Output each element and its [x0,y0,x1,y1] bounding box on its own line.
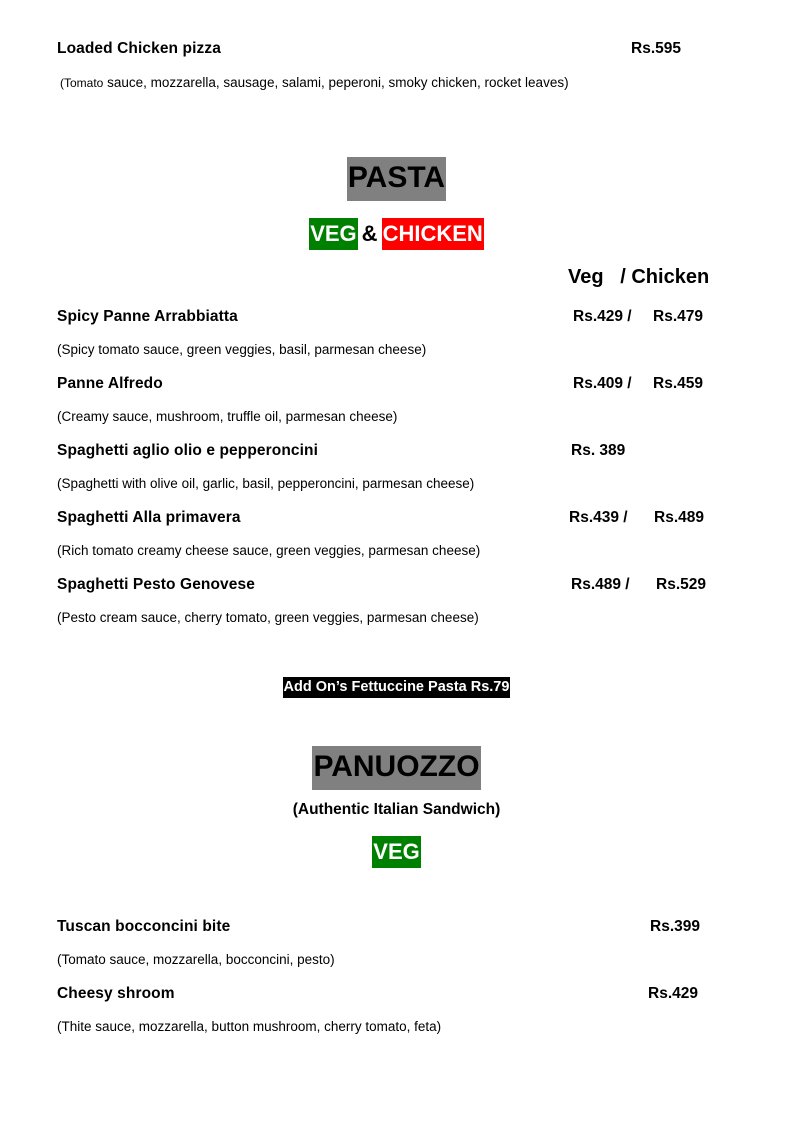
pasta-item-name: Panne Alfredo [57,375,163,392]
pasta-item-price-veg: Rs.429 / [573,308,632,325]
pasta-item-description: (Spicy tomato sauce, green veggies, basil, parmesan cheese) [57,342,427,357]
pasta-category-tags [0,218,793,250]
pasta-item-price-veg: Rs.439 / [569,509,628,526]
pasta-item-name: Spaghetti Alla primavera [57,509,241,526]
panuozzo-item-name: Tuscan bocconcini bite [57,918,231,935]
pasta-item-description: (Pesto cream sauce, cherry tomato, green veggies, parmesan cheese) [57,610,479,625]
ampersand: & [361,221,378,246]
addon-note [0,677,793,698]
pasta-item-name: Spaghetti Pesto Genovese [57,576,255,593]
addon-text: Add On’s Fettuccine Pasta Rs.79 [283,677,511,698]
pasta-title: PASTA [347,157,446,201]
pasta-item-description: (Spaghetti with olive oil, garlic, basil, pepperoncini, parmesan cheese) [57,476,475,491]
pizza-item-name: Loaded Chicken pizza [57,40,221,57]
price-column-header: Veg / Chicken [568,266,710,288]
pizza-item-description [60,75,569,90]
pasta-item-description: (Rich tomato creamy cheese sauce, green veggies, parmesan cheese) [57,543,481,558]
pasta-item-name: Spaghetti aglio olio e pepperoncini [57,442,318,459]
pizza-desc-prefix: (Tomato [60,76,104,90]
pasta-item-price-chicken: Rs.459 [653,375,703,392]
panuozzo-item-price: Rs.429 [648,985,698,1002]
panuozzo-item-description: (Thite sauce, mozzarella, button mushroom, cherry tomato, feta) [57,1019,442,1034]
chicken-tag: CHICKEN [382,218,484,250]
pizza-desc-rest: sauce, mozzarella, sausage, salami, peperoni, smoky chicken, rocket leaves) [103,75,569,90]
panuozzo-title: PANUOZZO [312,746,480,790]
pasta-item-name: Spicy Panne Arrabbiatta [57,308,238,325]
panuozzo-subtitle: (Authentic Italian Sandwich) [292,801,501,818]
pasta-item-price-veg: Rs.489 / [571,576,630,593]
panuozzo-item-name: Cheesy shroom [57,985,175,1002]
pasta-item-price-veg: Rs. 389 [571,442,626,459]
veg-tag: VEG [372,836,420,868]
pasta-section-heading [0,157,793,201]
pasta-item-price-veg: Rs.409 / [573,375,632,392]
veg-tag: VEG [309,218,357,250]
pasta-item-price-chicken: Rs.479 [653,308,703,325]
panuozzo-category-tags [0,836,793,868]
panuozzo-section-heading [0,746,793,790]
pasta-item-price-chicken: Rs.489 [654,509,704,526]
panuozzo-item-price: Rs.399 [650,918,700,935]
panuozzo-item-description: (Tomato sauce, mozzarella, bocconcini, pesto) [57,952,335,967]
pizza-item-price: Rs.595 [631,40,681,57]
pasta-item-price-chicken: Rs.529 [656,576,706,593]
pasta-item-description: (Creamy sauce, mushroom, truffle oil, parmesan cheese) [57,409,398,424]
